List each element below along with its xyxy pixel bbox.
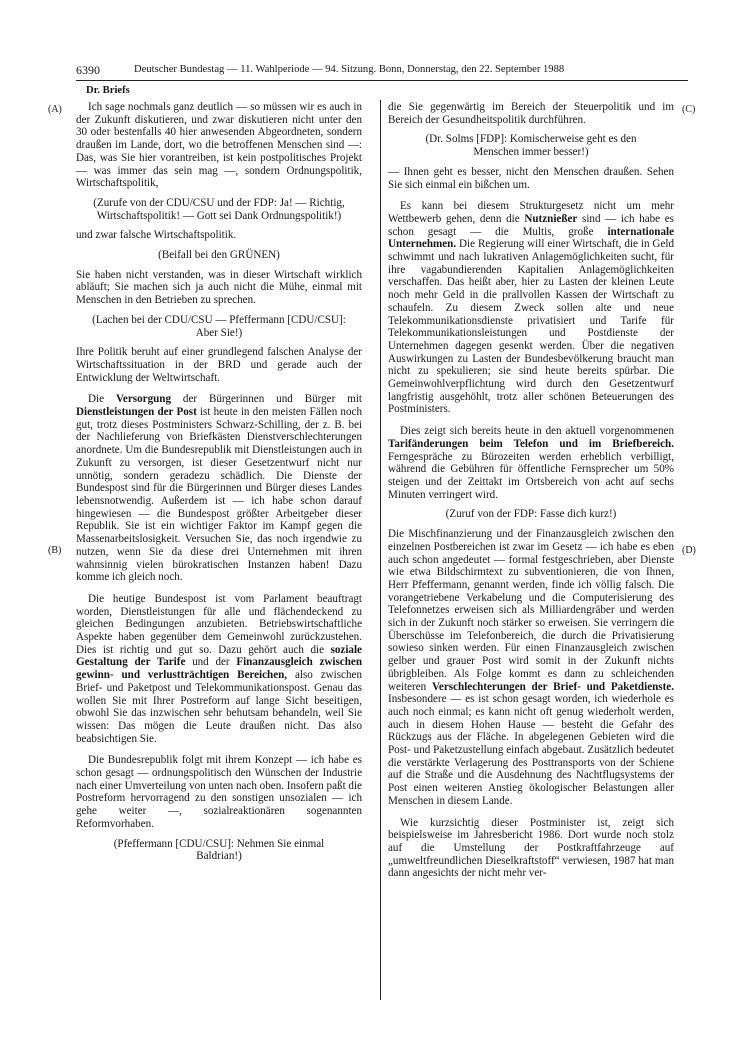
paragraph: Ich sage nochmals ganz deutlich — so müssen wir es auch in der Zukunft diskutieren, und zwar diskutieren nicht unter den 30 oder bestenfalls 40 hier anwesenden Abgeordneten, sondern draußen im Lande, dort, wo die betroffenen Menschen sind —: Das, was Sie hier vorantreiben, ist kein postpolitisches Projekt — was immer das sein mag —, sondern Ordnungspolitik, Wirtschaftspolitik, xyxy=(76,101,362,190)
column-divider xyxy=(380,100,381,1000)
margin-marker-a: (A) xyxy=(48,104,62,115)
bold-phrase: Nutznießer xyxy=(524,212,578,225)
interjection: (Lachen bei der CDU/CSU — Pfeffermann [CDU/CSU]: Aber Sie!) xyxy=(92,313,346,339)
paragraph: Die Bundesrepublik folgt mit ihrem Konzept — ich habe es schon gesagt — ordnungspolitisch den Wünschen der Industrie nach einer Umverteilung von unten nach oben. Insofern paßt die Postreform hervorragend zu den sonstigen unsozialen — ich gehe weiter —, sozialreaktionären sogenannten Reformvorhaben. xyxy=(76,754,362,830)
bold-phrase: Dienstleistungen der Post xyxy=(76,406,197,419)
interjection: (Zurufe von der CDU/CSU und der FDP: Ja! — Richtig, Wirtschaftspolitik! — Gott sei Dank Ordnungspolitik!) xyxy=(93,196,345,222)
paragraph: die Sie gegenwärtig im Bereich der Steuerpolitik und im Bereich der Gesundheitspolitik durchführen. xyxy=(388,101,674,126)
paragraph: Es kann bei diesem Strukturgesetz nicht um mehr Wettbewerb gehen, denn die Nutznießer sind — ich habe es schon gesagt — die Multis, große internationale Unternehmen. Die Regierung will einer Wirtschaft, die in Geld schwimmt und nach lukrativen Anlagemöglichkeiten sucht, für ihre vagabundierenden Kapitalien Anlagemöglichkeiten verschaffen. Das heißt aber, hier zu Lasten der kleinen Leute noch mehr Geld in die prallvollen Kassen der Wirtschaft zu schaufeln. Zu diesem Zweck sollen alte und neue Telekommunikationsdienste privatisiert und Tarife für Telekommunikationsleistungen und Postdienste der Unternehmen dagegen gesenkt werden. Über die negativen Auswirkungen zu Lasten der Bundesbevölkerung braucht man nicht zu spekulieren; sie sind heute bereits spürbar. Die Gemeinwohlverpflichtung wird durch den Gesetzentwurf langfristig ausgehöhlt, trotz aller schönen Beteuerungen des Postministers. xyxy=(388,200,674,416)
bold-phrase: soziale Gestaltung der Tarife xyxy=(76,643,362,669)
paragraph: Die Mischfinanzierung und der Finanzausgleich zwischen den einzelnen Postbereichen ist zwar im Gesetz — ich habe es eben auch schon angedeutet — formal festgeschrieben, aber Dienste wie etwa Bildschirmtext zu subventionieren, die von Ihnen, Herr Pfeffermann, genannt werden, finde ich völlig falsch. Die vorangetriebene Verkabelung und die Computerisierung des Telefonnetzes erweisen sich als Milliardengräber und werden sich in der Zukunft noch stärker so erweisen. Sie verringern die Überschüsse im Telefonbereich, die durch die Privatisierung sowieso sinken werden. Für einen Finanzausgleich zwischen gelber und grauer Post wird somit in der Zukunft nichts übrigbleiben. Als Folge kommt es dann zu schleichenden weiteren Verschlechterungen der Brief- und Paketdienste. Insbesondere — es ist schon gesagt worden, ich wiederhole es auch noch einmal; es kann nicht oft genug wiederholt werden, auch in diesem Hohen Hause — besteht die Gefahr des Rückzugs aus der Fläche. In abgelegenen Gebieten wird die Post- und Paketzustellung einfach abgebaut. Zusätzlich bedeutet die verstärkte Verlagerung des Posttransports von der Schiene auf die Straße und die Ausdehnung des Nachtflugsystems der Post einen weiteren Anstieg ökologischer Belastungen aller Menschen in diesem Lande. xyxy=(388,528,674,807)
bold-phrase: internationale Unternehmen. xyxy=(388,225,674,251)
interjection: (Zuruf von der FDP: Fasse dich kurz!) xyxy=(445,508,617,521)
margin-marker-d: (D) xyxy=(682,545,696,556)
margin-marker-c: (C) xyxy=(682,104,696,115)
paragraph: — Ihnen geht es besser, nicht den Menschen draußen. Sehen Sie sich einmal ein bißchen um. xyxy=(388,165,674,191)
paragraph: Die heutige Bundespost ist vom Parlament beauftragt worden, Dienstleistungen für alle und flächendeckend zu gleichen Bedingungen anzubieten. Betriebswirtschaftliche Aspekte haben gegenüber dem Gemeinwohl zurückzustehen. Dies ist richtig und gut so. Dazu gehört auch die soziale Gestaltung der Tarife und der Finanzausgleich zwischen gewinn- und verlustträchtigen Bereichen, also zwischen Brief- und Paketpost und Telekommunikationspost. Genau das wollen Sie mit Ihrer Postreform auf lange Sicht beseitigen, obwohl Sie das inzwischen sehr behutsam behandeln, weil Sie wissen: Das mögen die Leute draußen nicht. Das also beabsichtigen Sie. xyxy=(76,592,362,745)
speaker-name: Dr. Briefs xyxy=(86,85,130,96)
paragraph: Sie haben nicht verstanden, was in dieser Wirtschaft wirklich abläuft; Sie machen sich ja auch nicht die Mühe, einmal mit Menschen in den Betrieben zu sprechen. xyxy=(76,268,362,307)
left-column xyxy=(76,101,362,870)
paragraph: und zwar falsche Wirtschaftspolitik. xyxy=(76,229,237,242)
running-header xyxy=(76,62,688,78)
bold-phrase: Tarifänderungen beim Telefon und im Briefbereich. xyxy=(388,437,674,450)
bold-phrase: Finanzausgleich zwischen gewinn- und verlustträchtigen Bereichen, xyxy=(76,656,362,682)
paragraph: Dies zeigt sich bereits heute in den aktuell vorgenommenen Tarifänderungen beim Telefon und im Briefbereich. Ferngespräche zu Bürozeiten werden erheblich verbilligt, während die Gebühren für öffentliche Fernsprecher um 50% steigen und der Zeittakt im Ortsbereich von acht auf sechs Minuten verringert wird. xyxy=(388,425,674,501)
margin-marker-b: (B) xyxy=(48,545,62,556)
paragraph: Ihre Politik beruht auf einer grundlegend falschen Analyse der Wirtschaftssituation in der BRD und gerade auch der Entwicklung der Weltwirtschaft. xyxy=(76,346,362,384)
interjection: (Dr. Solms [FDP]: Komischerweise geht es den Menschen immer besser!) xyxy=(425,133,637,159)
bold-phrase: Verschlechterungen der Brief- und Paketdienste. xyxy=(431,680,674,693)
interjection: (Pfeffermann [CDU/CSU]: Nehmen Sie einmal Baldrian!) xyxy=(113,837,325,863)
page-number: 6390 xyxy=(76,63,100,77)
bold-phrase: Versorgung xyxy=(115,393,171,406)
interjection: (Beifall bei den GRÜNEN) xyxy=(158,249,280,262)
header-text: Deutscher Bundestag — 11. Wahlperiode — 94. Sitzung. Bonn, Donnerstag, den 22. September 1988 xyxy=(134,64,565,75)
paragraph: Wie kurzsichtig dieser Postminister ist, zeigt sich beispielsweise im Jahresbericht 1986. Dort wurde noch stolz auf die Umstellung der Postkraftfahrzeuge auf „umweltfreundlichen Dieselkraftstoff“ verwiesen, 1987 hat man dann angesichts der nicht mehr ver- xyxy=(388,816,674,880)
right-column xyxy=(388,101,674,880)
header-rule xyxy=(76,80,688,81)
paragraph: Die Versorgung der Bürgerinnen und Bürger mit Dienstleistungen der Post ist heute in den meisten Fällen noch gut, trotz dieses Postministers Schwarz-Schilling, der z. B. bei der Nachlieferung von Briefkästen Dienstverschlechterungen anordnete. Um die Bundesrepublik mit Dienstleistungen auch in Zukunft zu versorgen, ist dieser Gesetzentwurf nicht nur unnötig, sondern geradezu schädlich. Die Dienste der Bundespost sind für die Bürgerinnen und Bürger dieses Landes lebensnotwendig. Außerdem ist — ich habe schon darauf hingewiesen — die Bundespost größter Arbeitgeber dieser Republik. Sie ist ein wichtiger Faktor im Kampf gegen die Massenarbeitslosigkeit. Versuchen Sie, das noch irgendwie zu nutzen, wenn Sie da diese drei Unternehmen mit ihren wahnsinnig vielen bürokratischen Instanzen haben! Dazu komme ich gleich noch. xyxy=(76,393,363,584)
